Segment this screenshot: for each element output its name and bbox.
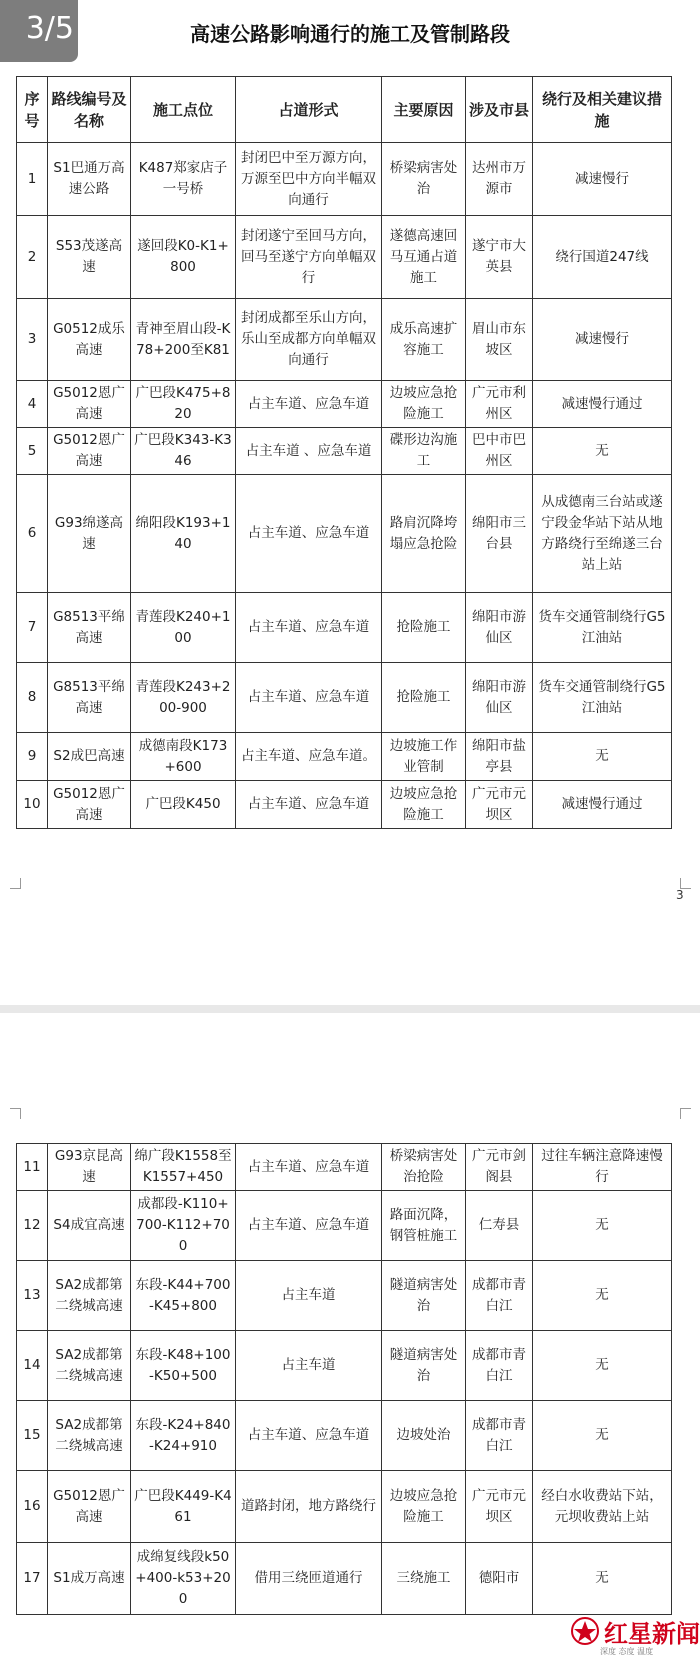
page-number: 3: [676, 888, 684, 902]
document-title: 高速公路影响通行的施工及管制路段: [190, 22, 510, 46]
cell-advice: 减速慢行: [533, 143, 672, 216]
cell-point: 广巴段K475+820: [131, 381, 236, 428]
cell-no: 5: [17, 428, 48, 475]
cell-occupy: 封闭巴中至万源方向，万源至巴中方向半幅双向通行: [236, 143, 382, 216]
cell-advice: 货车交通管制绕行G5江油站: [533, 663, 672, 733]
crop-mark: [10, 878, 21, 889]
cell-route: S1成万高速: [48, 1543, 131, 1615]
cell-area: 广元市利州区: [466, 381, 533, 428]
cell-no: 4: [17, 381, 48, 428]
cell-occupy: 封闭成都至乐山方向，乐山至成都方向单幅双向通行: [236, 299, 382, 381]
header-advice: 绕行及相关建议措施: [533, 77, 672, 143]
cell-point: 成都段-K110+700-K112+700: [131, 1191, 236, 1261]
cell-no: 6: [17, 475, 48, 593]
cell-route: G8513平绵高速: [48, 663, 131, 733]
cell-route: S4成宜高速: [48, 1191, 131, 1261]
cell-reason: 成乐高速扩容施工: [382, 299, 466, 381]
cell-reason: 边坡处治: [382, 1401, 466, 1471]
header-reason: 主要原因: [382, 77, 466, 143]
cell-area: 广元市元坝区: [466, 781, 533, 829]
cell-no: 9: [17, 733, 48, 781]
cell-occupy: 封闭遂宁至回马方向，回马至遂宁方向单幅双行: [236, 216, 382, 299]
cell-advice: 无: [533, 428, 672, 475]
cell-area: 成都市青白江: [466, 1401, 533, 1471]
cell-occupy: 占主车道、应急车道: [236, 1191, 382, 1261]
cell-no: 3: [17, 299, 48, 381]
table-row: [17, 781, 672, 829]
cell-advice: 从成德南三台站或遂宁段金华站下站从地方路绕行至绵遂三台站上站: [533, 475, 672, 593]
table-row: [17, 1331, 672, 1401]
cell-no: 2: [17, 216, 48, 299]
cell-route: G8513平绵高速: [48, 593, 131, 663]
construction-table-part2: [16, 1143, 672, 1615]
cell-reason: 隧道病害处治: [382, 1331, 466, 1401]
cell-occupy: 占主车道、应急车道: [236, 1401, 382, 1471]
table-row: [17, 1261, 672, 1331]
cell-area: 广元市剑阁县: [466, 1144, 533, 1191]
cell-reason: 路面沉降，钢管桩施工: [382, 1191, 466, 1261]
table-row: [17, 1191, 672, 1261]
cell-area: 眉山市东坡区: [466, 299, 533, 381]
table-row: [17, 1471, 672, 1543]
table-header-row: [17, 77, 672, 143]
cell-area: 绵阳市游仙区: [466, 663, 533, 733]
cell-route: G5012恩广高速: [48, 381, 131, 428]
cell-point: 成绵复线段k50+400-k53+200: [131, 1543, 236, 1615]
cell-route: S53茂遂高速: [48, 216, 131, 299]
cell-area: 达州市万源市: [466, 143, 533, 216]
table-row: [17, 216, 672, 299]
cell-reason: 抢险施工: [382, 663, 466, 733]
cell-advice: 无: [533, 1261, 672, 1331]
cell-area: 成都市青白江: [466, 1261, 533, 1331]
cell-route: SA2成都第二绕城高速: [48, 1331, 131, 1401]
cell-point: 绵阳段K193+140: [131, 475, 236, 593]
watermark-text: 红星新闻: [604, 1619, 700, 1648]
cell-area: 仁寿县: [466, 1191, 533, 1261]
cell-reason: 桥梁病害处治抢险: [382, 1144, 466, 1191]
cell-reason: 边坡应急抢险施工: [382, 1471, 466, 1543]
cell-occupy: 占主车道、应急车道: [236, 593, 382, 663]
cell-occupy: 借用三绕匝道通行: [236, 1543, 382, 1615]
cell-occupy: 占主车道、应急车道: [236, 663, 382, 733]
table-row: [17, 381, 672, 428]
cell-reason: 抢险施工: [382, 593, 466, 663]
header-point: 施工点位: [131, 77, 236, 143]
table-row: [17, 593, 672, 663]
page-break-gap: [0, 1005, 700, 1013]
cell-point: 广巴段K343-K346: [131, 428, 236, 475]
cell-no: 1: [17, 143, 48, 216]
cell-area: 成都市青白江: [466, 1331, 533, 1401]
cell-route: SA2成都第二绕城高速: [48, 1401, 131, 1471]
table-row: [17, 475, 672, 593]
cell-occupy: 占主车道: [236, 1261, 382, 1331]
cell-reason: 边坡施工作业管制: [382, 733, 466, 781]
cell-advice: 减速慢行通过: [533, 781, 672, 829]
crop-mark: [10, 1108, 21, 1119]
cell-area: 绵阳市盐亭县: [466, 733, 533, 781]
cell-no: 14: [17, 1331, 48, 1401]
table-row: [17, 1144, 672, 1191]
cell-no: 13: [17, 1261, 48, 1331]
header-area: 涉及市县: [466, 77, 533, 143]
cell-reason: 桥梁病害处治: [382, 143, 466, 216]
cell-area: 绵阳市三台县: [466, 475, 533, 593]
cell-advice: 经白水收费站下站，元坝收费站上站: [533, 1471, 672, 1543]
table-row: [17, 428, 672, 475]
table-row: [17, 299, 672, 381]
page-counter-badge: 3/5: [0, 0, 78, 62]
cell-no: 10: [17, 781, 48, 829]
cell-advice: 无: [533, 733, 672, 781]
cell-reason: 碟形边沟施工: [382, 428, 466, 475]
cell-reason: 隧道病害处治: [382, 1261, 466, 1331]
cell-route: G0512成乐高速: [48, 299, 131, 381]
cell-point: 青莲段K240+100: [131, 593, 236, 663]
cell-reason: 三绕施工: [382, 1543, 466, 1615]
cell-no: 7: [17, 593, 48, 663]
table-row: [17, 663, 672, 733]
cell-route: G93绵遂高速: [48, 475, 131, 593]
cell-reason: 边坡应急抢险施工: [382, 781, 466, 829]
cell-point: 东段-K44+700-K45+800: [131, 1261, 236, 1331]
star-logo-icon: [570, 1616, 600, 1646]
cell-area: 巴中市巴州区: [466, 428, 533, 475]
cell-route: G5012恩广高速: [48, 781, 131, 829]
cell-no: 11: [17, 1144, 48, 1191]
cell-area: 德阳市: [466, 1543, 533, 1615]
cell-advice: 减速慢行通过: [533, 381, 672, 428]
cell-route: G5012恩广高速: [48, 1471, 131, 1543]
cell-occupy: 占主车道、应急车道: [236, 475, 382, 593]
cell-occupy: 占主车道 、应急车道: [236, 428, 382, 475]
crop-mark: [680, 878, 691, 889]
header-route: 路线编号及名称: [48, 77, 131, 143]
news-watermark: [570, 1610, 700, 1665]
construction-table-part1: [16, 76, 672, 829]
cell-occupy: 占主车道、应急车道: [236, 381, 382, 428]
cell-no: 16: [17, 1471, 48, 1543]
cell-advice: 无: [533, 1331, 672, 1401]
table-row: [17, 1543, 672, 1615]
cell-occupy: 占主车道、应急车道: [236, 781, 382, 829]
table-row: [17, 733, 672, 781]
cell-occupy: 占主车道、应急车道: [236, 1144, 382, 1191]
header-occupy: 占道形式: [236, 77, 382, 143]
cell-route: G93京昆高速: [48, 1144, 131, 1191]
cell-route: SA2成都第二绕城高速: [48, 1261, 131, 1331]
cell-area: 绵阳市游仙区: [466, 593, 533, 663]
cell-reason: 路肩沉降垮塌应急抢险: [382, 475, 466, 593]
cell-point: 成德南段K173+600: [131, 733, 236, 781]
cell-no: 17: [17, 1543, 48, 1615]
cell-point: 广巴段K450: [131, 781, 236, 829]
cell-area: 广元市元坝区: [466, 1471, 533, 1543]
cell-point: 东段-K48+100-K50+500: [131, 1331, 236, 1401]
cell-point: 遂回段K0-K1+800: [131, 216, 236, 299]
cell-point: 绵广段K1558至K1557+450: [131, 1144, 236, 1191]
cell-no: 8: [17, 663, 48, 733]
cell-point: 东段-K24+840-K24+910: [131, 1401, 236, 1471]
cell-route: S1巴通万高速公路: [48, 143, 131, 216]
cell-advice: 绕行国道247线: [533, 216, 672, 299]
cell-area: 遂宁市大英县: [466, 216, 533, 299]
cell-advice: 无: [533, 1191, 672, 1261]
cell-point: 青莲段K243+200-900: [131, 663, 236, 733]
cell-reason: 边坡应急抢险施工: [382, 381, 466, 428]
cell-reason: 遂德高速回马互通占道施工: [382, 216, 466, 299]
cell-point: K487郑家店子一号桥: [131, 143, 236, 216]
cell-advice: 货车交通管制绕行G5江油站: [533, 593, 672, 663]
cell-no: 12: [17, 1191, 48, 1261]
cell-route: S2成巴高速: [48, 733, 131, 781]
cell-occupy: 道路封闭，地方路绕行: [236, 1471, 382, 1543]
cell-occupy: 占主车道: [236, 1331, 382, 1401]
header-no: 序号: [17, 77, 48, 143]
table-row: [17, 1401, 672, 1471]
table-row: [17, 143, 672, 216]
watermark-subtitle: 深度 态度 温度: [600, 1647, 654, 1656]
cell-occupy: 占主车道、应急车道。: [236, 733, 382, 781]
cell-route: G5012恩广高速: [48, 428, 131, 475]
cell-advice: 过往车辆注意降速慢行: [533, 1144, 672, 1191]
cell-advice: 无: [533, 1401, 672, 1471]
crop-mark: [680, 1108, 691, 1119]
cell-advice: 减速慢行: [533, 299, 672, 381]
cell-no: 15: [17, 1401, 48, 1471]
cell-point: 广巴段K449-K461: [131, 1471, 236, 1543]
cell-point: 青神至眉山段-K78+200至K81: [131, 299, 236, 381]
cell-advice: 无: [533, 1543, 672, 1615]
